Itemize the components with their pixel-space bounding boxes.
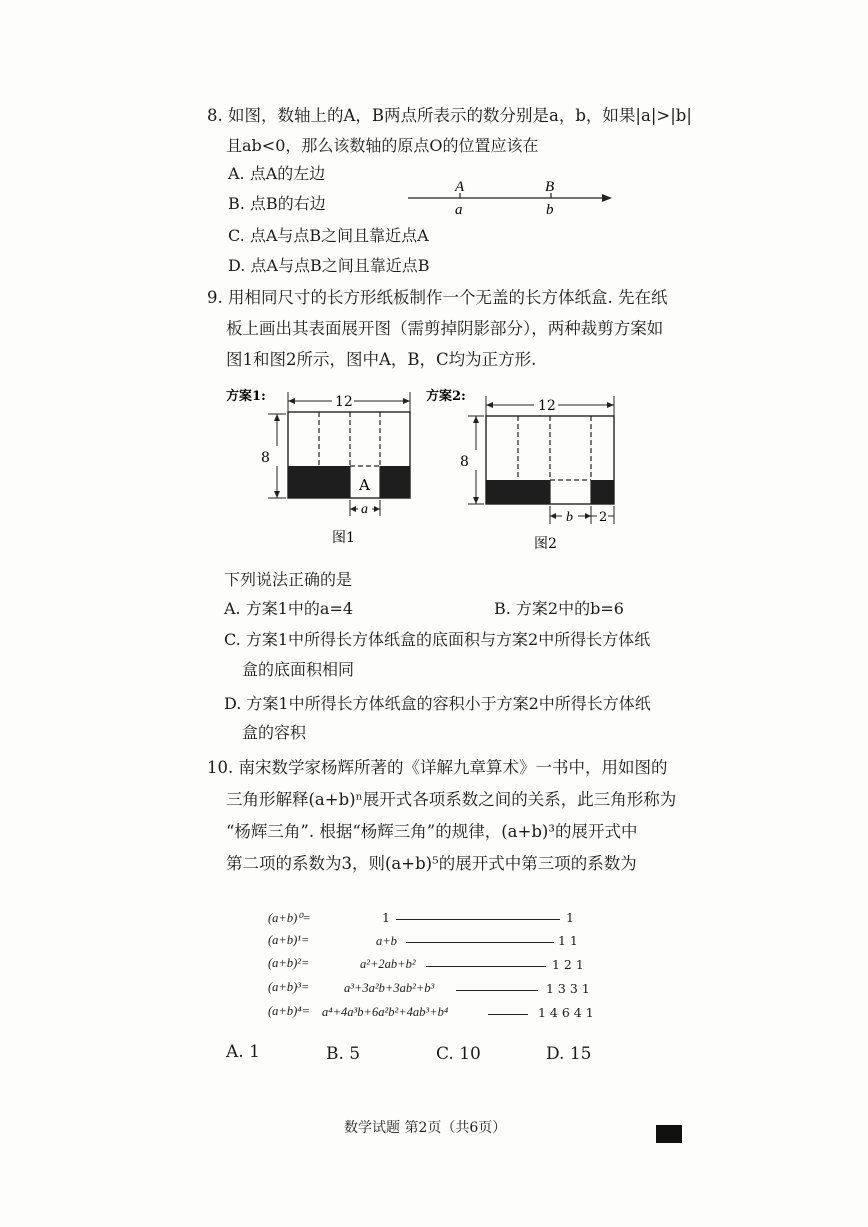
triangle-rule-0: [396, 919, 560, 920]
q9-line2: 板上画出其表面展开图（需剪掉阴影部分），两种裁剪方案如: [226, 319, 664, 338]
q10-line2: 三角形解释(a+b)ⁿ展开式各项系数之间的关系，此三角形称为: [226, 790, 677, 809]
fig2-dim-b: b: [566, 510, 573, 525]
triangle-expr-0: 1: [382, 910, 390, 925]
corner-mark: [656, 1125, 682, 1143]
q9-option-c-line1: C. 方案1中所得长方体纸盒的底面积与方案2中所得长方体纸: [224, 630, 651, 649]
q10-option-c: C. 10: [436, 1044, 481, 1064]
triangle-rule-2: [426, 966, 546, 967]
q9-line1: 9. 用相同尺寸的长方形纸板制作一个无盖的长方体纸盒. 先在纸: [207, 288, 668, 307]
triangle-coef-2: 1 2 1: [552, 957, 584, 972]
axis-label-b: b: [546, 202, 554, 218]
triangle-expr-1: a+b: [376, 934, 397, 948]
q8-line1: 8. 如图，数轴上的A，B两点所表示的数分别是a，b，如果|a|>|b|: [207, 106, 692, 125]
fig1-width: 12: [335, 394, 353, 410]
q10-line1: 10. 南宋数学家杨辉所著的《详解九章算术》一书中，用如图的: [207, 758, 668, 777]
triangle-rule-3: [456, 990, 538, 991]
triangle-lhs-0: (a+b)⁰=: [268, 911, 311, 925]
fig1-square-a: A: [359, 476, 370, 494]
triangle-lhs-1: (a+b)¹=: [268, 933, 310, 947]
fig2-caption: 图2: [534, 536, 557, 552]
triangle-coef-1: 1 1: [558, 933, 578, 948]
triangle-expr-4: a⁴+4a³b+6a²b²+4ab³+b⁴: [322, 1005, 449, 1019]
number-line: [400, 176, 620, 222]
q8-line2: 且ab<0，那么该数轴的原点O的位置应该在: [226, 136, 539, 155]
triangle-expr-2: a²+2ab+b²: [360, 957, 416, 971]
fig1-dim-a: a: [361, 502, 368, 517]
q10-line3: “杨辉三角”. 根据“杨辉三角”的规律，(a+b)³的展开式中: [226, 822, 638, 841]
figure-1: [222, 382, 422, 557]
triangle-rule-1: [406, 942, 554, 943]
triangle-expr-3: a³+3a²b+3ab²+b³: [344, 981, 435, 995]
fig2-label: 方案2:: [426, 389, 466, 404]
q8-option-b: B. 点B的右边: [228, 194, 326, 213]
fig1-height: 8: [261, 450, 270, 466]
q10-option-a: A. 1: [226, 1042, 260, 1062]
triangle-rule-4: [488, 1014, 528, 1015]
triangle-lhs-4: (a+b)⁴=: [268, 1004, 311, 1018]
page-footer: 数学试题 第2页（共6页）: [344, 1120, 507, 1136]
triangle-lhs-2: (a+b)²=: [268, 956, 310, 970]
q10-option-b: B. 5: [326, 1044, 361, 1064]
q8-option-a: A. 点A的左边: [228, 164, 326, 183]
triangle-coef-3: 1 3 3 1: [546, 981, 590, 996]
triangle-coef-4: 1 4 6 4 1: [538, 1005, 594, 1020]
fig1-caption: 图1: [332, 530, 355, 546]
axis-label-B: B: [545, 179, 555, 195]
q9-option-d-line2: 盒的容积: [242, 723, 307, 742]
q9-line3: 图1和图2所示，图中A，B，C均为正方形.: [226, 350, 537, 369]
triangle-coef-0: 1: [566, 910, 574, 925]
q10-option-d: D. 15: [546, 1044, 592, 1064]
q8-option-c: C. 点A与点B之间且靠近点A: [228, 226, 429, 245]
q9-option-d-line1: D. 方案1中所得长方体纸盒的容积小于方案2中所得长方体纸: [224, 694, 651, 713]
axis-label-a: a: [455, 202, 463, 218]
q9-option-a: A. 方案1中的a=4: [224, 599, 354, 618]
q9-prompt: 下列说法正确的是: [224, 570, 353, 589]
fig2-width: 12: [538, 398, 556, 414]
figure-2: [422, 382, 627, 560]
fig2-height: 8: [460, 454, 469, 470]
triangle-lhs-3: (a+b)³=: [268, 980, 310, 994]
q9-option-b: B. 方案2中的b=6: [494, 599, 624, 618]
q8-option-d: D. 点A与点B之间且靠近点B: [228, 256, 430, 275]
fig2-dim-2: 2: [599, 510, 608, 525]
axis-label-A: A: [455, 179, 465, 195]
q10-line4: 第二项的系数为3，则(a+b)⁵的展开式中第三项的系数为: [226, 854, 637, 873]
fig1-label: 方案1:: [226, 389, 266, 404]
q9-option-c-line2: 盒的底面积相同: [242, 660, 355, 679]
